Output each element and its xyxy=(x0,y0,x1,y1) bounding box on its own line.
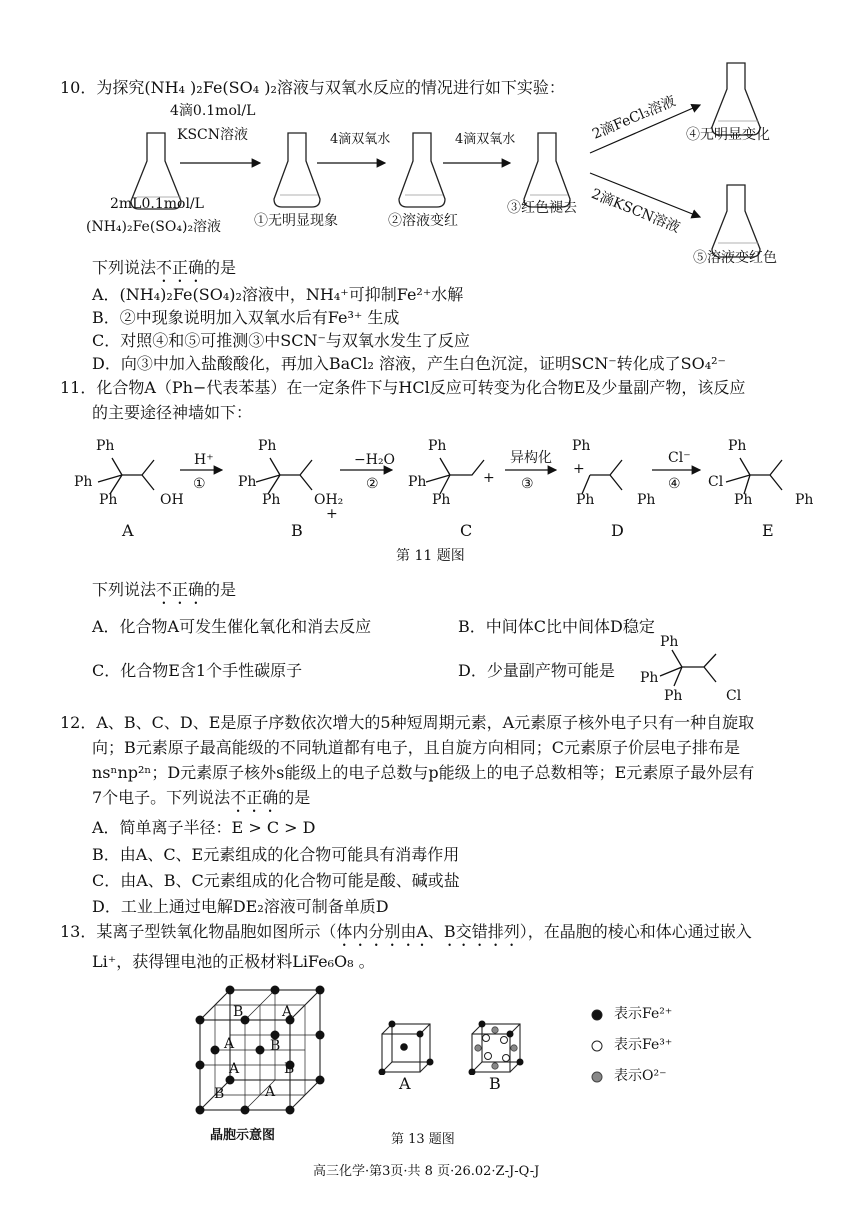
q11-step3-bot: ③ xyxy=(521,476,534,492)
q11-e-cl: Cl xyxy=(708,474,724,490)
q11-step1-top: H⁺ xyxy=(194,452,214,468)
q11-c-plus: + xyxy=(483,470,495,486)
q11-step2-bot: ② xyxy=(366,476,379,492)
flask-4 xyxy=(712,63,760,135)
q11-e-ph1: Ph xyxy=(728,438,747,454)
q11-label-c: C xyxy=(460,521,473,540)
q13-legend-markers xyxy=(585,1005,609,1085)
q10-branch-up-label: 2滴FeCl₃溶液 xyxy=(590,93,679,143)
q11-option-a: A．化合物A可发生催化氧化和消去反应 xyxy=(92,617,372,636)
q13-cell-letter-5: A xyxy=(229,1061,240,1077)
flask-2 xyxy=(399,133,445,207)
q11-b-ph2: Ph xyxy=(238,474,257,490)
q13-cell-caption: 晶胞示意图 xyxy=(210,1128,276,1143)
q10-option-d: D．向③中加入盐酸酸化，再加入BaCl₂ 溶液，产生白色沉淀，证明SCN⁻转化成了SO₄²⁻ xyxy=(92,354,726,373)
q13-subcube-a-label: A xyxy=(399,1074,411,1093)
q11-label-d: D xyxy=(611,521,624,540)
q11-step1-bot: ① xyxy=(193,476,206,492)
page-footer: 高三化学·第3页·共 8 页·26.02·Z-J-Q-J xyxy=(313,1164,540,1179)
q12-line3: nsⁿnp²ⁿ；D元素原子核外s能级上的电子总数与p能级上的电子总数相等；E元素原子最外层有 xyxy=(92,763,755,782)
q11-ask: 下列说法不正确的是 xyxy=(92,580,237,599)
q11-b-ph1: Ph xyxy=(258,438,277,454)
q11-step3-top: 异构化 xyxy=(510,450,552,466)
q11-step4-top: Cl⁻ xyxy=(668,450,691,466)
q10-reagent1-line1: 4滴0.1mol/L xyxy=(170,103,256,119)
q11-caption: 第 11 题图 xyxy=(396,548,465,564)
q11-stem-line1: 11．化合物A（Ph−代表苯基）在一定条件下与HCl反应可转变为化合物E及少量副产物，该反应 xyxy=(60,378,746,397)
q13-cell-letter-4: B xyxy=(270,1038,281,1054)
q13-cell-letter-2: A xyxy=(282,1004,293,1020)
q10-obs5: ⑤溶液变红色 xyxy=(693,250,777,266)
q11-b-ph3: Ph xyxy=(262,492,281,508)
q13-legend-fe2: 表示Fe²⁺ xyxy=(614,1006,673,1022)
flask-1 xyxy=(274,133,320,207)
q11-c-ph2: Ph xyxy=(408,474,427,490)
q13-subcube-b xyxy=(468,1020,528,1075)
q13-subcube-b-label: B xyxy=(489,1074,501,1093)
q12-option-b: B．由A、C、E元素组成的化合物可能具有消毒作用 xyxy=(92,845,460,864)
q10-obs1: ①无明显现象 xyxy=(254,213,338,229)
q13-cell-letter-3: A xyxy=(224,1036,235,1052)
q10-option-b: B．②中现象说明加入双氧水后有Fe³⁺ 生成 xyxy=(92,308,400,327)
q13-legend-o2: 表示O²⁻ xyxy=(614,1068,667,1084)
q10-obs2: ②溶液变红 xyxy=(388,213,458,229)
q11-label-a: A xyxy=(122,521,134,540)
q11-d-ph2: Ph xyxy=(576,492,595,508)
legend-o2-marker xyxy=(592,1072,602,1082)
q11-side-ph3: Ph xyxy=(664,688,683,704)
q10-option-a: A．(NH₄)₂Fe(SO₄)₂溶液中，NH₄⁺可抑制Fe²⁺水解 xyxy=(92,285,464,304)
q10-option-c: C．对照④和⑤可推测③中SCN⁻与双氧水发生了反应 xyxy=(92,331,470,350)
q11-a-ph1: Ph xyxy=(96,438,115,454)
q13-line1: 13．某离子型铁氧化物晶胞如图所示（体内分别由A、B交错排列），在晶胞的棱心和体心通过嵌入 xyxy=(60,922,752,941)
flask-5 xyxy=(712,185,760,257)
flask-3 xyxy=(524,133,570,207)
q12-option-a: A．简单离子半径：E > C > D xyxy=(92,818,316,837)
q13-cell-letter-1: B xyxy=(233,1004,244,1020)
q11-e-ph2: Ph xyxy=(734,492,753,508)
q10-obs3: ③红色褪去 xyxy=(507,200,577,216)
q11-stem-line2: 的主要途径神墙如下： xyxy=(92,403,253,422)
q10-arrow2-label: 4滴双氧水 xyxy=(330,132,391,147)
q11-side-cl: Cl xyxy=(726,688,742,704)
q11-d-ph1: Ph xyxy=(572,438,591,454)
q11-c-ph3: Ph xyxy=(432,492,451,508)
q12-line1: 12．A、B、C、D、E是原子序数依次增大的5种短周期元素，A元素原子核外电子只有一种自旋取 xyxy=(60,713,755,732)
q10-start-line1: 2mL0.1mol/L xyxy=(110,196,204,212)
q13-cell-letter-6: B xyxy=(284,1061,295,1077)
q11-a-ph2: Ph xyxy=(74,474,93,490)
q12-option-c: C．由A、B、C元素组成的化合物可能是酸、碱或盐 xyxy=(92,871,460,890)
q11-e-ph3: Ph xyxy=(795,492,814,508)
q10-reagent1-line2: KSCN溶液 xyxy=(177,127,249,143)
q11-side-ph1: Ph xyxy=(660,634,679,650)
q12-line4: 7个电子。下列说法不正确的是 xyxy=(92,788,311,807)
q11-b-plus: + xyxy=(326,506,338,522)
q11-a-ph3: Ph xyxy=(99,492,118,508)
legend-fe2-marker xyxy=(592,1010,602,1020)
q12-line2: 向；B元素原子最高能级的不同轨道都有电子，且自旋方向相同；C元素原子价层电子排布是 xyxy=(92,738,741,757)
q13-subcube-a xyxy=(378,1020,438,1075)
q11-b-oh2: OH₂ xyxy=(314,492,344,508)
q10-start-line2: (NH₄)₂Fe(SO₄)₂溶液 xyxy=(86,219,222,235)
q10-arrow3-label: 4滴双氧水 xyxy=(455,132,516,147)
q11-d-ph3: Ph xyxy=(637,492,656,508)
legend-fe3-marker xyxy=(592,1041,602,1051)
q11-label-b: B xyxy=(291,521,303,540)
q11-step2-top: −H₂O xyxy=(354,452,396,468)
q11-option-c: C．化合物E含1个手性碳原子 xyxy=(92,661,303,680)
q11-d-plus: + xyxy=(573,461,585,477)
q10-branch-down-label: 2滴KSCN溶液 xyxy=(589,186,683,237)
q13-cell-letter-8: A xyxy=(265,1084,276,1100)
q12-option-d: D．工业上通过电解DE₂溶液可制备单质D xyxy=(92,897,389,916)
q10-stem: 10．为探究(NH₄ )₂Fe(SO₄ )₂溶液与双氧水反应的情况进行如下实验： xyxy=(60,78,565,97)
q13-line2: Li⁺，获得锂电池的正极材料LiFe₆O₈ 。 xyxy=(92,952,375,971)
q10-obs4: ④无明显变化 xyxy=(686,127,770,143)
q11-label-e: E xyxy=(762,521,774,540)
q11-option-b: B．中间体C比中间体D稳定 xyxy=(458,617,655,636)
q10-experiment-diagram xyxy=(85,55,805,270)
q10-ask: 下列说法不正确的是 xyxy=(92,258,237,277)
q11-c-ph1: Ph xyxy=(428,438,447,454)
q11-a-oh: OH xyxy=(160,492,184,508)
q11-side-ph2: Ph xyxy=(640,670,659,686)
q13-cell-letter-7: B xyxy=(214,1086,225,1102)
q11-option-d: D．少量副产物可能是 xyxy=(458,661,615,680)
q13-caption: 第 13 题图 xyxy=(391,1132,455,1147)
q11-step4-bot: ④ xyxy=(668,476,681,492)
q13-legend-fe3: 表示Fe³⁺ xyxy=(614,1037,673,1053)
